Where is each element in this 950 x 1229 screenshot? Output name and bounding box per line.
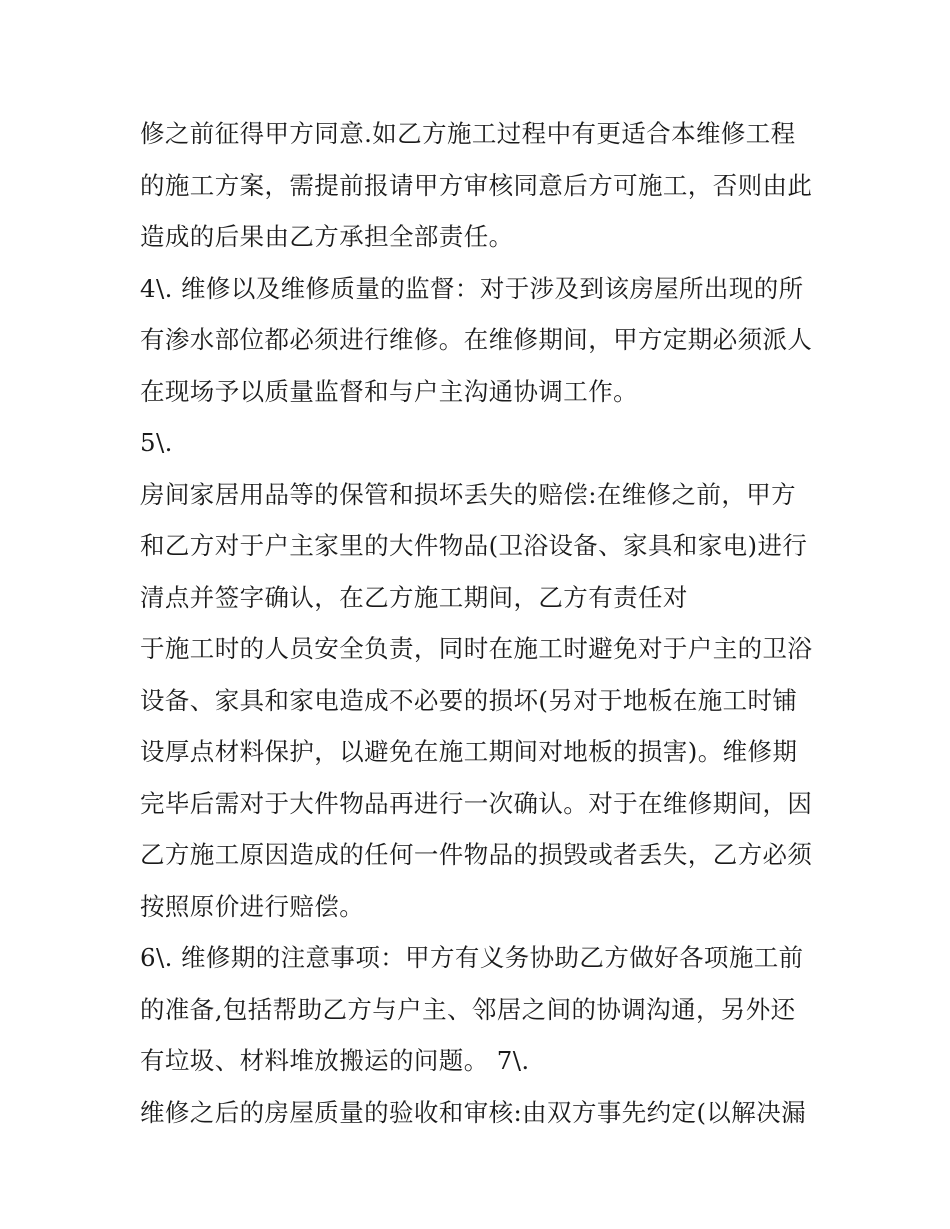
text-line: 维修之后的房屋质量的验收和审核:由双方事先约定(以解决漏 (140, 1097, 807, 1127)
text-line: 清点并签字确认，在乙方施工期间，乙方有责任对 (140, 582, 688, 612)
document-body (140, 108, 830, 1138)
text-line: 有渗水部位都必须进行维修。在维修期间，甲方定期必须派人 (140, 325, 813, 354)
text-line: 按照原价进行赔偿。 (140, 891, 365, 921)
text-line: 和乙方对于户主家里的大件物品(卫浴设备、家具和家电)进行 (140, 531, 808, 560)
text-line: 房间家居用品等的保管和损坏丢失的赔偿:在维修之前，甲方 (140, 479, 797, 509)
text-line: 设备、家具和家电造成不必要的损坏(另对于地板在施工时铺 (140, 685, 798, 715)
text-line: 4\. 维修以及维修质量的监督：对于涉及到该房屋所出现的所 (140, 273, 804, 303)
text-line: 于施工时的人员安全负责，同时在施工时避免对于户主的卫浴 (140, 634, 813, 663)
text-line: 有垃圾、材料堆放搬运的问题。 7\. (140, 1046, 530, 1075)
text-line: 修之前征得甲方同意.如乙方施工过程中有更适合本维修工程 (140, 119, 796, 148)
text-line: 设厚点材料保护，以避免在施工期间对地板的损害)。维修期 (140, 737, 798, 766)
text-line: 完毕后需对于大件物品再进行一次确认。对于在维修期间，因 (140, 788, 813, 818)
text-line: 的施工方案，需提前报请甲方审核同意后方可施工，否则由此 (140, 170, 813, 200)
text-line: 的准备,包括帮助乙方与户主、邻居之间的协调沟通，另外还 (140, 994, 796, 1024)
text-line: 造成的后果由乙方承担全部责任。 (140, 222, 514, 251)
text-line: 5\. (140, 428, 173, 457)
text-line: 6\. 维修期的注意事项：甲方有义务协助乙方做好各项施工前 (140, 943, 804, 972)
text-line: 在现场予以质量监督和与户主沟通协调工作。 (140, 376, 638, 406)
text-line: 乙方施工原因造成的任何一件物品的损毁或者丢失，乙方必须 (140, 840, 813, 869)
